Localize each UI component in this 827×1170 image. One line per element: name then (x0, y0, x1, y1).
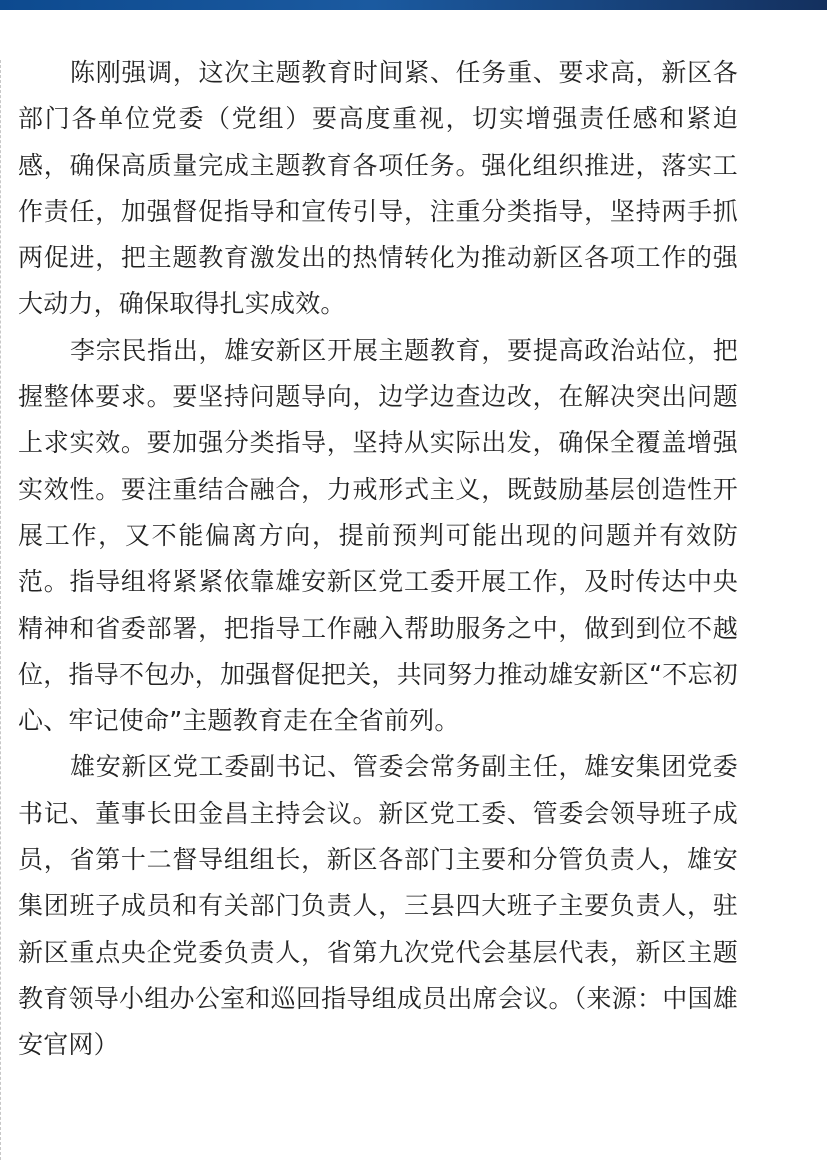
paragraph-li-zongmin: 李宗民指出，雄安新区开展主题教育，要提高政治站位，把握整体要求。要坚持问题导向，边学边查边改，在解决突出问题上求实效。要加强分类指导，坚持从实际出发，确保全覆盖增强实效性。要注重结合融合，力戒形式主义，既鼓励基层创造性开展工作，又不能偏离方向，提前预判可能出现的问题并有效防范。指导组将紧紧依靠雄安新区党工委开展工作，及时传达中央精神和省委部署，把指导工作融入帮助服务之中，做到到位不越位，指导不包办，加强督促把关，共同努力推动雄安新区“不忘初心、牢记使命”主题教育走在全省前列。 (18, 335, 738, 736)
article-body (18, 50, 738, 1069)
paragraph-tian-jinchang: 雄安新区党工委副书记、管委会常务副主任，雄安集团党委书记、董事长田金昌主持会议。新区党工委、管委会领导班子成员，省第十二督导组组长，新区各部门主要和分管负责人，雄安集团班子成员和有关部门负责人，三县四大班子主要负责人，驻新区重点央企党委负责人，省第九次党代会基层代表，新区主题教育领导小组办公室和巡回指导组成员出席会议。（来源：中国雄安官网） (18, 752, 738, 1060)
left-dashed-rule (0, 60, 1, 1160)
paragraph-chen-gang: 陈刚强调，这次主题教育时间紧、任务重、要求高，新区各部门各单位党委（党组）要高度重视，切实增强责任感和紧迫感，确保高质量完成主题教育各项任务。强化组织推进，落实工作责任，加强督促指导和宣传引导，注重分类指导，坚持两手抓两促进，把主题教育激发出的热情转化为推动新区各项工作的强大动力，确保取得扎实成效。 (18, 58, 738, 319)
header-color-bar (0, 0, 827, 10)
